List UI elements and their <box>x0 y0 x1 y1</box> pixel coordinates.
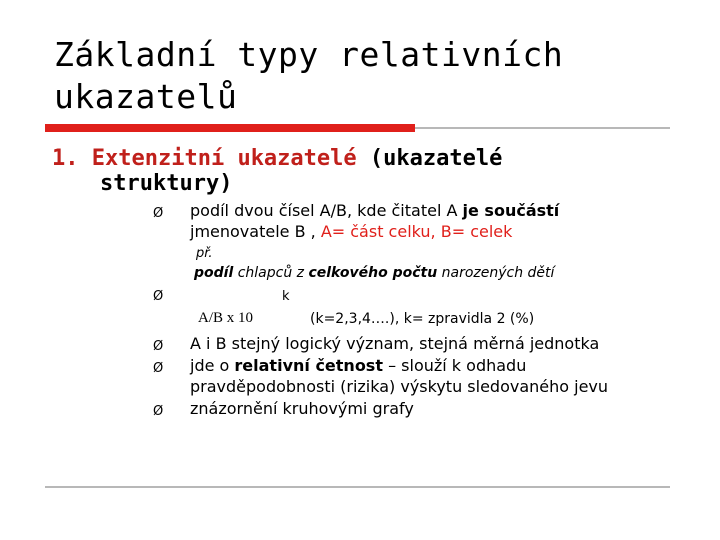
example-bold-a: podíl <box>194 265 234 281</box>
bullet-5: znázornění kruhovými grafy <box>190 399 414 418</box>
bullet-1-line-2 <box>190 221 512 243</box>
section-heading <box>52 146 672 196</box>
bullet-4-text-c: – slouží k odhadu <box>382 356 527 375</box>
bullet-arrow-icon: Ø <box>153 404 164 419</box>
example-text <box>194 265 554 281</box>
bullet-arrow-icon: Ø <box>153 289 164 304</box>
formula: A/B x 10 <box>198 310 254 326</box>
heading-line-2: struktury) <box>100 171 233 196</box>
example-bold-c: celkového počtu <box>308 265 438 281</box>
bullet-1-text-b: jmenovatele B , <box>190 222 321 241</box>
formula-params: (k=2,3,4….), k= zpravidla 2 (%) <box>310 311 535 327</box>
bullet-1-bold: je součástí <box>462 201 560 220</box>
bullet-arrow-icon: Ø <box>153 339 164 354</box>
heading-red-text: Extenzitní ukazatelé <box>91 146 357 171</box>
formula-exponent: k <box>282 289 290 304</box>
bullet-1-text-a: podíl dvou čísel A/B, kde čitatel A <box>190 201 463 220</box>
title-line-1: Základní typy relativních <box>54 35 564 74</box>
slide-title <box>54 34 674 118</box>
example-label: př. <box>196 246 213 261</box>
bullet-1-line-1 <box>190 200 559 222</box>
title-red-rule <box>45 124 415 132</box>
title-gray-rule <box>415 127 670 129</box>
bullet-3: A i B stejný logický význam, stejná měrná jednotka <box>190 334 600 353</box>
heading-black-text: (ukazatelé <box>356 146 503 171</box>
bullet-arrow-icon: Ø <box>153 361 164 376</box>
heading-number: 1. <box>52 146 79 171</box>
bullet-arrow-icon: Ø <box>153 206 164 221</box>
bullet-4-text-a: jde o <box>190 356 235 375</box>
bullet-1-red: A= část celku, B= celek <box>320 222 513 241</box>
example-text-b: chlapců z <box>233 265 309 281</box>
title-line-2: ukazatelů <box>54 77 238 116</box>
bottom-rule <box>45 486 670 488</box>
bullet-4-line-2: pravděpodobnosti (rizika) výskytu sledovaného jevu <box>190 377 609 396</box>
bullet-4-line-1 <box>190 355 526 377</box>
bullet-4-bold: relativní četnost <box>234 356 383 375</box>
example-text-d: narozených dětí <box>437 265 555 281</box>
